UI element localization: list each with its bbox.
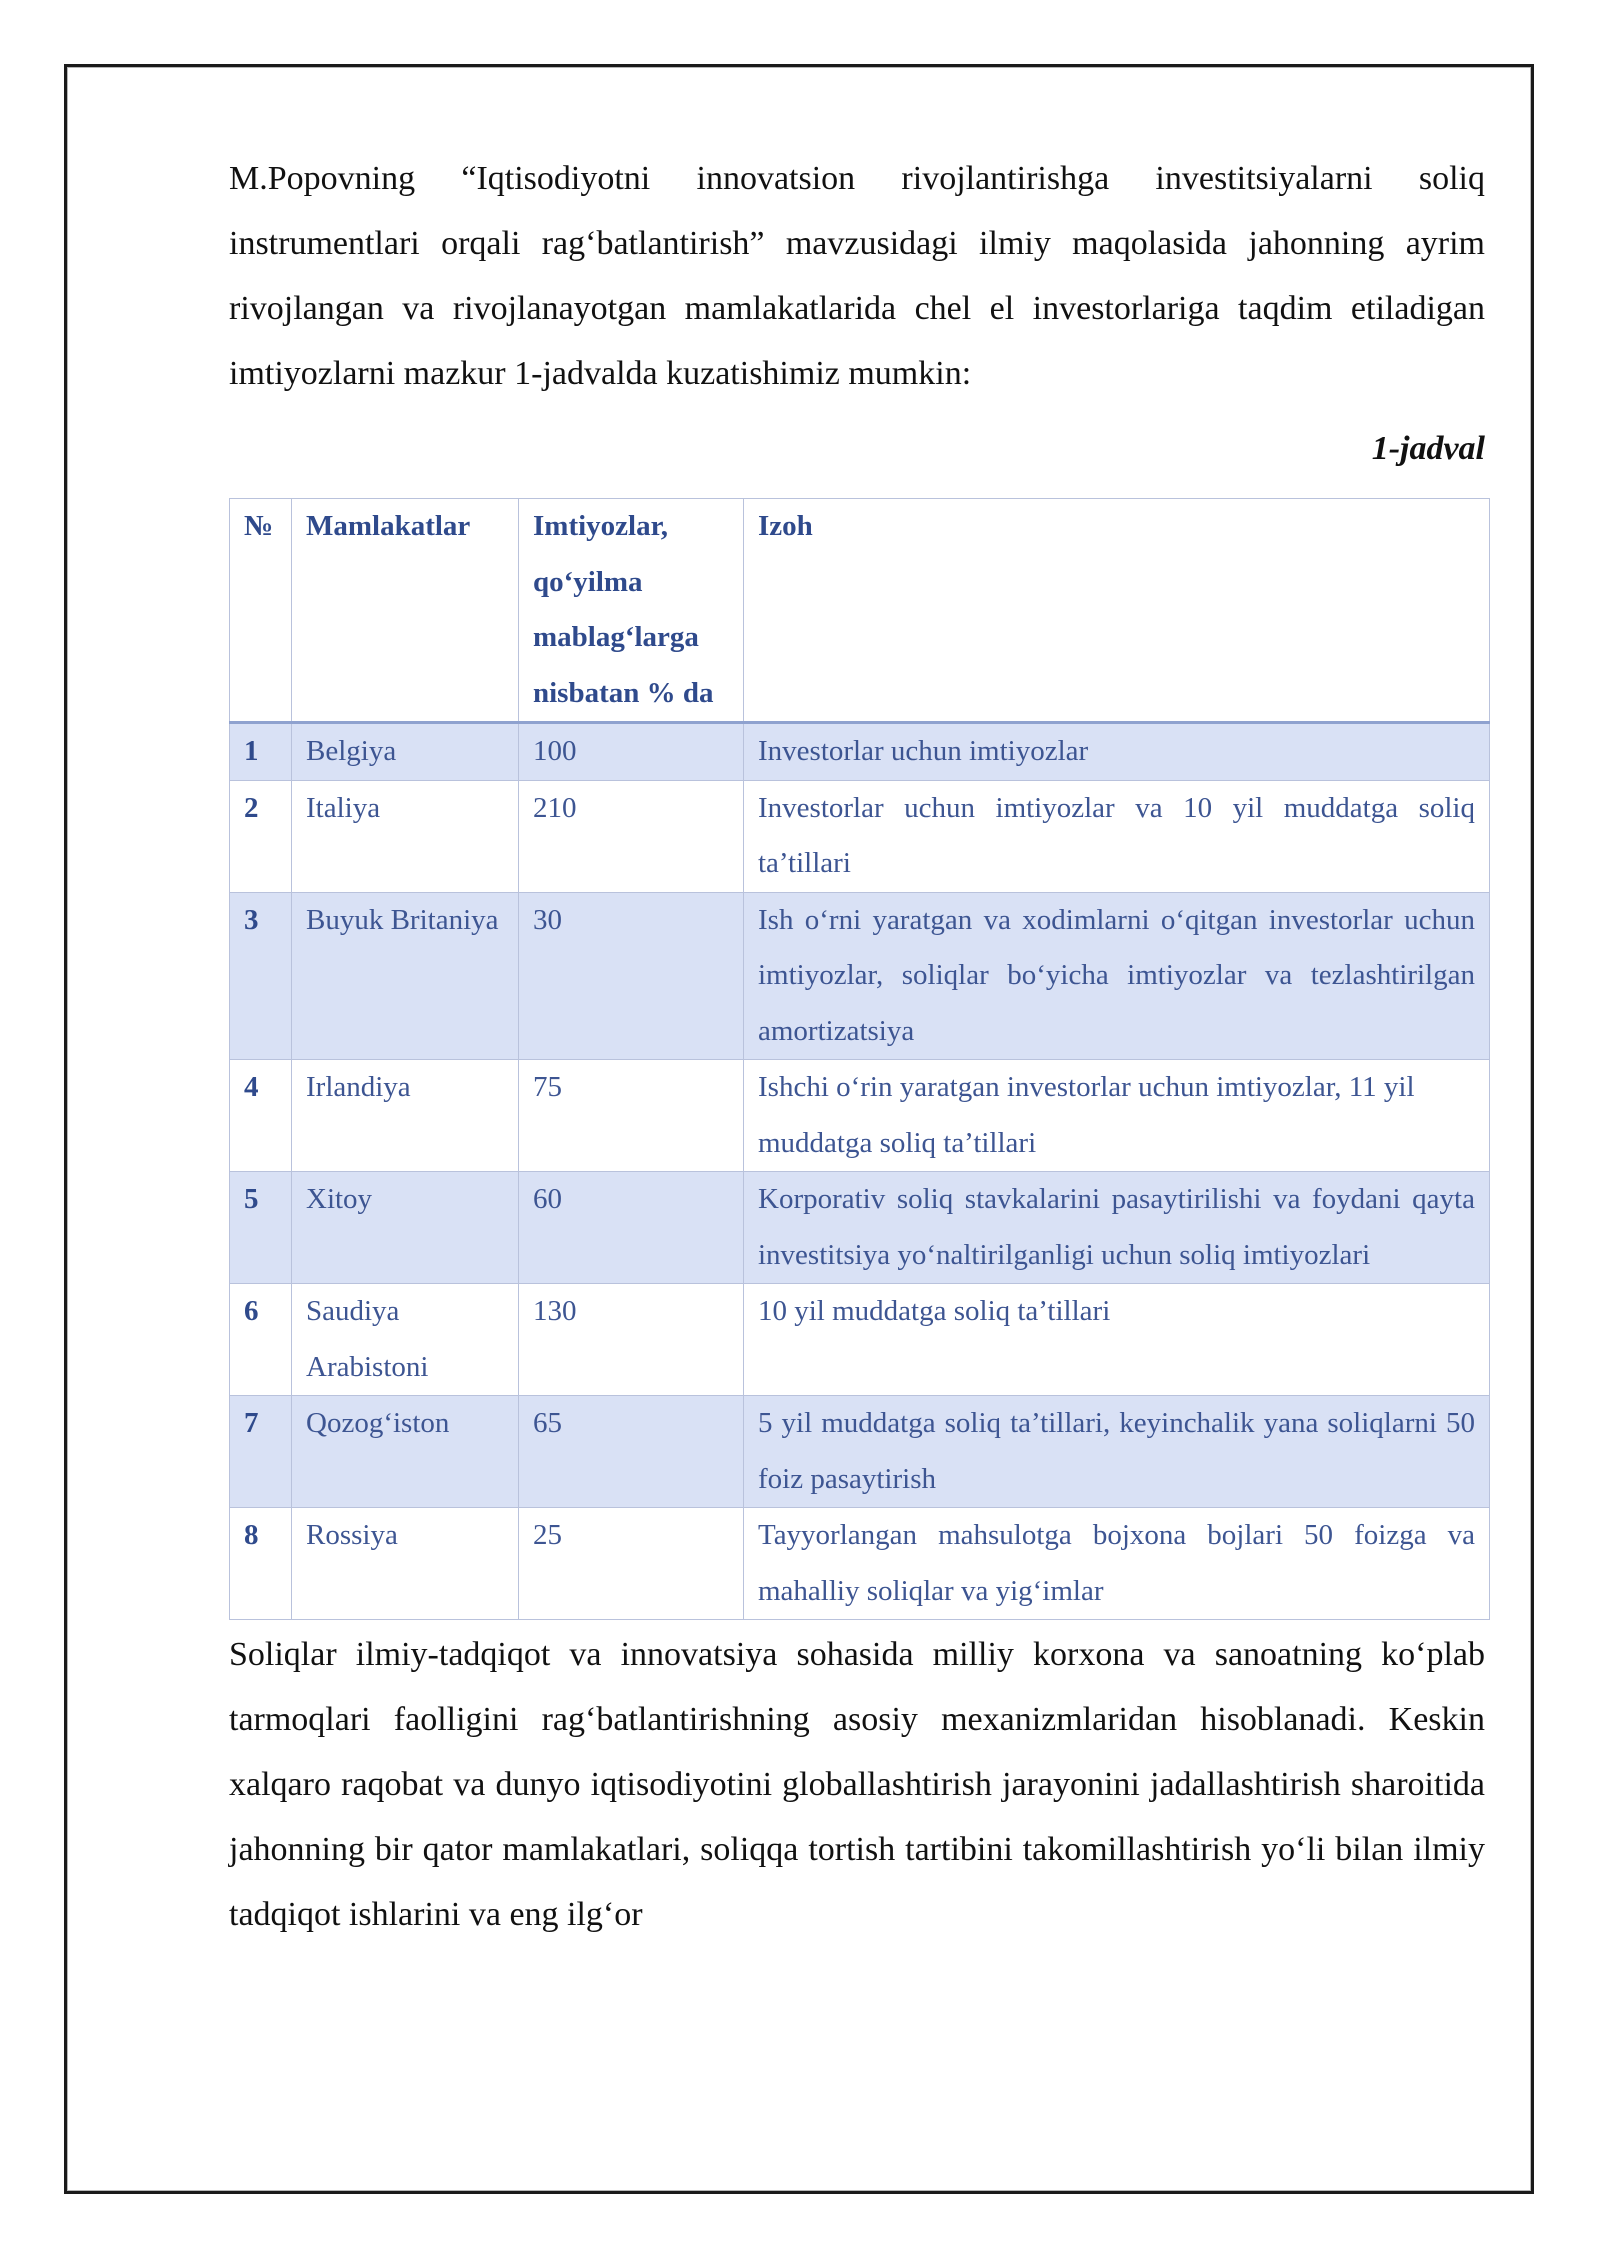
table-row [230, 892, 1490, 1060]
row-note: 10 yil muddatga soliq ta’tillari [744, 1284, 1490, 1396]
row-number: 4 [230, 1060, 292, 1172]
row-number: 2 [230, 780, 292, 892]
header-number: № [230, 499, 292, 723]
table-row [230, 780, 1490, 892]
row-note-line: muddatga soliq ta’tillari [758, 1126, 1037, 1159]
row-value: 100 [519, 723, 744, 781]
row-country: Saudiya Arabistoni [292, 1284, 519, 1396]
table-row [230, 1172, 1490, 1284]
row-value: 130 [519, 1284, 744, 1396]
header-note: Izoh [744, 499, 1490, 723]
intro-paragraph: M.Popovning “Iqtisodiyotni innovatsion rivojlantirishga investitsiyalarni soliq instrumentlari orqali rag‘batlantirish” mavzusidagi ilmiy maqolasida jahonning ayrim rivojlangan va rivojlanayotgan mamlakatlarida chel el investorlariga taqdim etiladigan imtiyozlarni mazkur 1-jadvalda kuzatishimiz mumkin: [229, 160, 1485, 392]
document-body [229, 146, 1485, 1947]
row-number: 3 [230, 892, 292, 1060]
row-note: 5 yil muddatga soliq ta’tillari, keyinchalik yana soliqlarni 50 foiz pasaytirish [744, 1396, 1490, 1508]
row-number: 6 [230, 1284, 292, 1396]
row-note [744, 1060, 1490, 1172]
row-country: Belgiya [292, 723, 519, 781]
table-row [230, 1284, 1490, 1396]
body-paragraph: Soliqlar ilmiy-tadqiqot va innovatsiya sohasida milliy korxona va sanoatning ko‘plab tarmoqlari faolligini rag‘batlantirishning asosiy mexanizmlaridan hisoblanadi. Keskin xalqaro raqobat va dunyo iqtisodiyotini globallashtirish jarayonini jadallashtirish sharoitida jahonning bir qator mamlakatlari, soliqqa tortish tartibini takomillashtirish yo‘li bilan ilmiy tadqiqot ishlarini va eng ilg‘or [229, 1636, 1485, 1933]
row-value: 65 [519, 1396, 744, 1508]
table-row [230, 1060, 1490, 1172]
row-country: Buyuk Britaniya [292, 892, 519, 1060]
row-number: 5 [230, 1172, 292, 1284]
row-value: 60 [519, 1172, 744, 1284]
row-note: Korporativ soliq stavkalarini pasaytirilishi va foydani qayta investitsiya yo‘naltirilganligi uchun soliq imtiyozlari [744, 1172, 1490, 1284]
row-note: Tayyorlangan mahsulotga bojxona bojlari 50 foizga va mahalliy soliqlar va yig‘imlar [744, 1508, 1490, 1620]
row-value: 210 [519, 780, 744, 892]
row-number: 7 [230, 1396, 292, 1508]
header-countries: Mamlakatlar [292, 499, 519, 723]
table-row [230, 1508, 1490, 1620]
row-country: Qozog‘iston [292, 1396, 519, 1508]
row-value: 75 [519, 1060, 744, 1172]
header-benefits-percent: Imtiyozlar, qo‘yilma mablag‘larga nisbatan % da [519, 499, 744, 723]
row-value: 30 [519, 892, 744, 1060]
table-header-row [230, 499, 1490, 723]
row-value: 25 [519, 1508, 744, 1620]
table-row [230, 723, 1490, 781]
row-note: Investorlar uchun imtiyozlar va 10 yil muddatga soliq ta’tillari [744, 780, 1490, 892]
row-number: 8 [230, 1508, 292, 1620]
row-country: Rossiya [292, 1508, 519, 1620]
benefits-table [229, 498, 1490, 1620]
row-country: Irlandiya [292, 1060, 519, 1172]
row-note-line: Ishchi o‘rin yaratgan investorlar uchun imtiyozlar, 11 yil [758, 1071, 1415, 1103]
table-caption: 1-jadval [1371, 430, 1485, 467]
row-country: Xitoy [292, 1172, 519, 1284]
row-number: 1 [230, 723, 292, 781]
row-note: Investorlar uchun imtiyozlar [744, 723, 1490, 781]
row-note: Ish o‘rni yaratgan va xodimlarni o‘qitgan investorlar uchun imtiyozlar, soliqlar bo‘yicha imtiyozlar va tezlashtirilgan amortizatsiya [744, 892, 1490, 1060]
table-row [230, 1396, 1490, 1508]
row-country: Italiya [292, 780, 519, 892]
